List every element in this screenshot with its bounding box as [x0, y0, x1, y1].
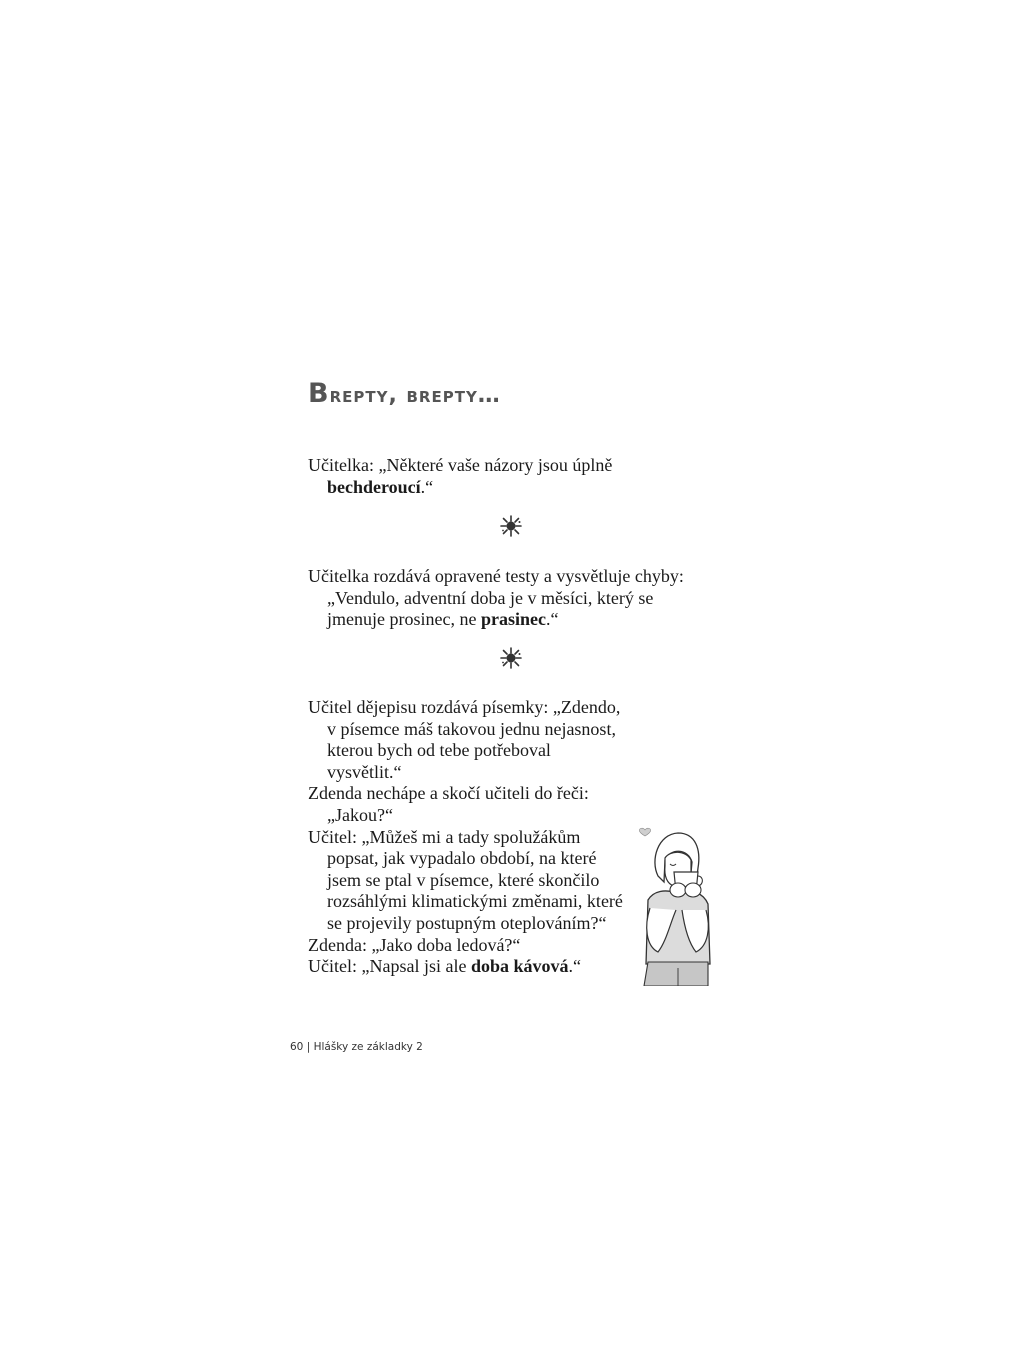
anecdote-3-line-1: Učitel dějepisu rozdává písemky: „Zdendo, — [308, 697, 621, 717]
anecdote-1-line-2: bechderoucí.“ — [327, 476, 434, 497]
bold-word: doba kávová — [470, 956, 569, 977]
page-title — [308, 380, 501, 407]
anecdote-3-line-7: Učitel: „Můžeš mi a tady spolužákům — [308, 826, 581, 847]
anecdote-1 — [308, 455, 708, 498]
anecdote-3-line-10: rozsáhlými klimatickými změnami, které — [327, 891, 623, 912]
anecdote-2 — [308, 566, 708, 631]
girl-drinking-coffee-illustration — [636, 826, 712, 986]
bold-word: bechderoucí — [327, 476, 421, 497]
anecdote-3-line-5: Zdenda nechápe a skočí učiteli do řeči: — [308, 783, 589, 804]
anecdote-2-line-1: Učitelka rozdává opravené testy a vysvětluje chyby: — [308, 566, 684, 586]
anecdote-2-line-2: „Vendulo, adventní doba je v měsíci, který se — [327, 587, 654, 608]
anecdote-3-line-9: jsem se ptal v písemce, které skončilo — [327, 869, 600, 890]
anecdote-3-line-8: popsat, jak vypadalo období, na které — [327, 848, 597, 869]
anecdote-3-line-2: v písemce máš takovou jednu nejasnost, — [327, 718, 616, 739]
anecdote-3-line-13: Učitel: „Napsal jsi ale doba kávová.“ — [308, 956, 581, 977]
title-initial: B — [308, 378, 330, 409]
bold-word: prasinec — [480, 609, 546, 630]
page-footer: 60 | Hlášky ze základky 2 — [290, 1041, 423, 1053]
anecdote-3-line-12: Zdenda: „Jako doba ledová?“ — [308, 934, 521, 955]
anecdote-3-line-6: „Jakou?“ — [327, 804, 393, 825]
anecdote-3-line-3: kterou bych od tebe potřeboval — [327, 740, 551, 761]
anecdote-1-line-1: Učitelka: „Některé vaše názory jsou úplně — [308, 455, 613, 475]
splat-icon — [499, 646, 523, 670]
splat-icon — [499, 514, 523, 538]
title-rest: repty, brepty… — [329, 383, 501, 408]
anecdote-3-line-11: se projevily postupným oteplováním?“ — [327, 912, 607, 933]
anecdote-3-line-4: vysvětlit.“ — [327, 761, 402, 782]
anecdote-2-line-3: jmenuje prosinec, ne prasinec.“ — [327, 609, 559, 630]
